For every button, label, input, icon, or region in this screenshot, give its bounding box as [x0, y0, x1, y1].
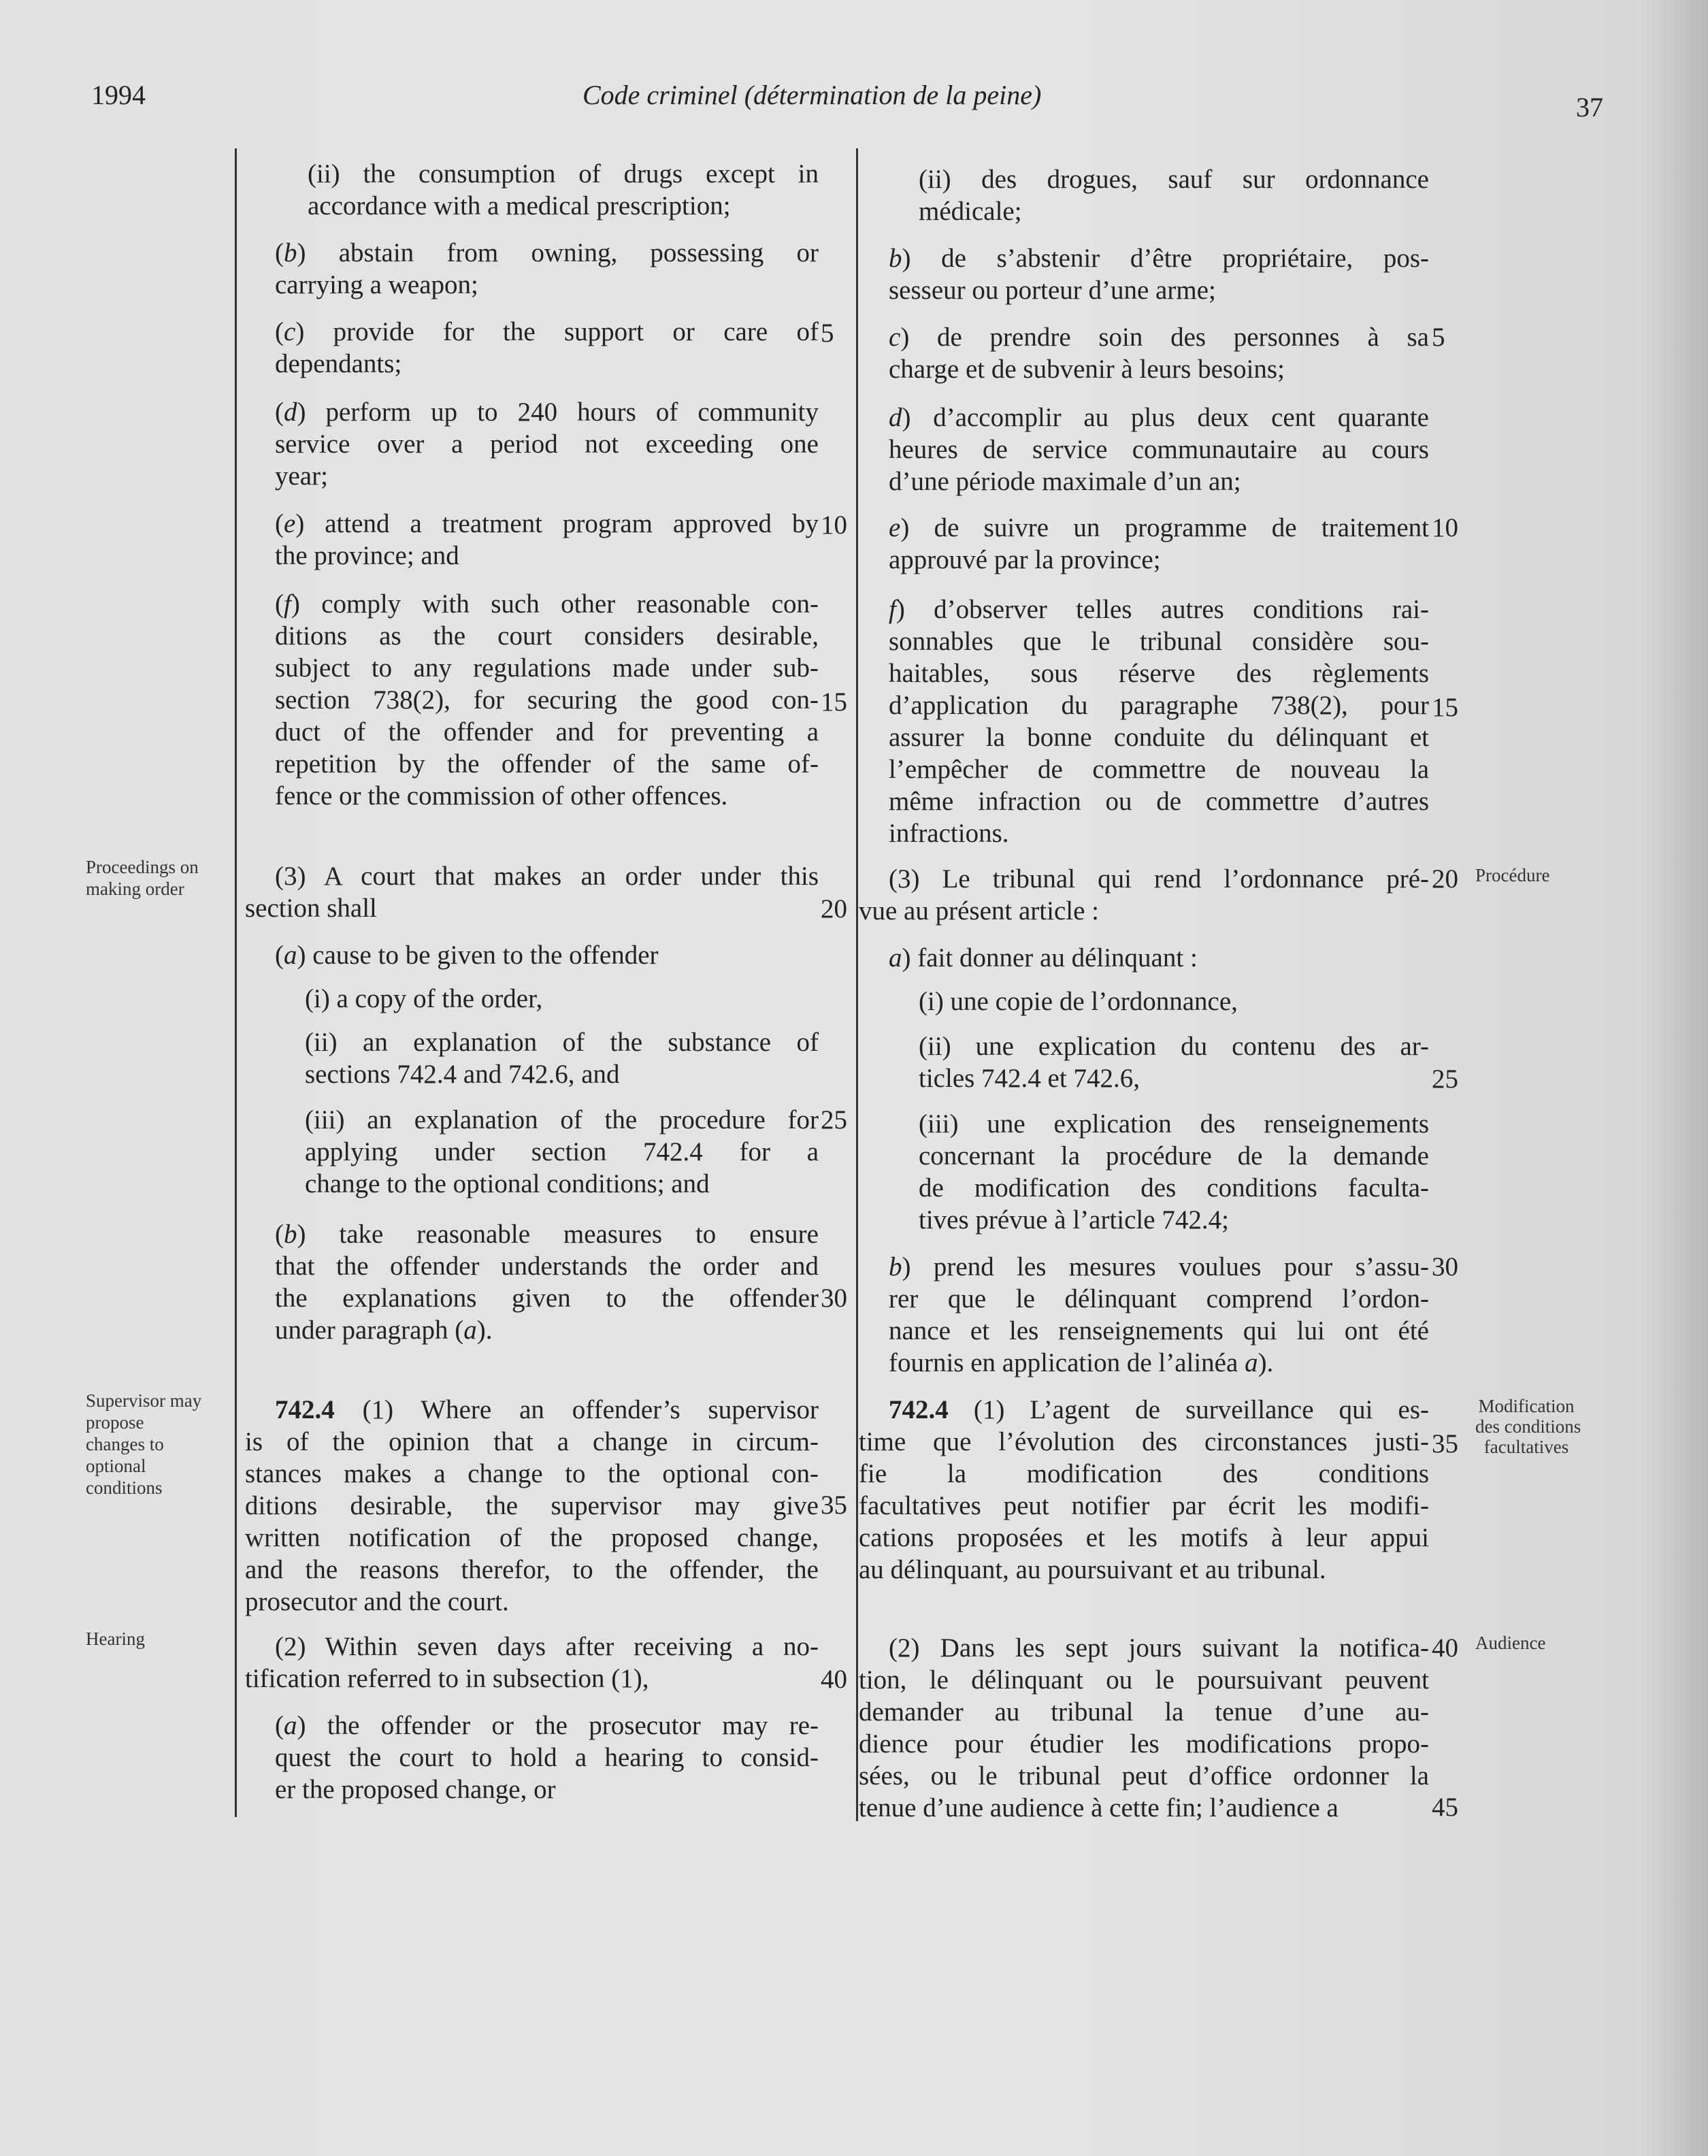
center-column-rule: [856, 148, 858, 1821]
margin-note-audience: Audience: [1475, 1633, 1546, 1653]
fr-para-3b: b) prend les mesures voulues pour s’assu- rer que le délinquant comprend l’ordon- nance et les renseignements qui lui ont été fournis en application de l’alinéa a).: [889, 1252, 1429, 1377]
en-subsection-3: (3) A court that makes an order under this section shall: [245, 862, 819, 923]
line-number: 35: [821, 1490, 847, 1520]
line-number: 40: [821, 1665, 847, 1694]
line-number: 10: [821, 510, 847, 540]
line-number: 40: [1432, 1633, 1458, 1663]
line-number: 15: [821, 687, 847, 717]
line-number: 30: [821, 1284, 847, 1313]
en-para-c: (c) provide for the support or care of dependants;: [275, 317, 819, 378]
en-para-d: (d) perform up to 240 hours of community service over a period not exceeding one year;: [275, 397, 819, 491]
page-number: 37: [1576, 92, 1603, 122]
margin-note-hearing: Hearing: [86, 1629, 145, 1649]
en-para-e: (e) attend a treatment program approved by the province; and: [275, 509, 819, 570]
en-para-3a: (a) cause to be given to the offender: [275, 941, 659, 970]
fr-section-742-4: 742.4 (1) L’agent de surveillance qui es- time que l’évolution des circonstances justi- fie la modification des conditions facultatives peut notifier par écrit les modifi- cations proposées et les motifs à leur appui au délinquant, au poursuivant et au tribunal.: [859, 1395, 1429, 1584]
header-title: Code criminel (détermination de la peine): [582, 80, 1042, 110]
en-subsection-2: (2) Within seven days after receiving a no- tification referred to in subsection (1),: [245, 1632, 819, 1693]
line-number: 5: [821, 318, 834, 348]
en-subpara-ii: (ii) an explanation of the substance of sections 742.4 and 742.6, and: [305, 1028, 819, 1089]
line-number: 10: [1432, 513, 1458, 542]
fr-para-3a: a) fait donner au délinquant :: [889, 943, 1198, 973]
fr-para-d: d) d’accomplir au plus deux cent quarante heures de service communautaire au cours d’une période maximale d’un an;: [889, 403, 1429, 496]
en-para-3b: (b) take reasonable measures to ensure that the offender understands the order and the explanations given to the offender under paragraph (a).: [275, 1220, 819, 1345]
fr-para-c: c) de prendre soin des personnes à sa charge et de subvenir à leurs besoins;: [889, 323, 1429, 384]
fr-subsection-3: (3) Le tribunal qui rend l’ordonnance pré- vue au présent article :: [859, 864, 1429, 926]
line-number: 25: [821, 1105, 847, 1134]
fr-subsection-2: (2) Dans les sept jours suivant la notifica- tion, le délinquant ou le poursuivant peuvent demander au tribunal la tenue d’une au- dience pour étudier les modifications propo- sées, ou le tribunal peut d’office ordonner la tenue d’une audience à cette fin; l’audience a: [859, 1633, 1429, 1823]
margin-note-modification: Modification des conditions facultatives: [1475, 1396, 1581, 1457]
line-number: 20: [1432, 864, 1458, 894]
fr-para-b: b) de s’abstenir d’être propriétaire, pos- sesseur ou porteur d’une arme;: [889, 244, 1429, 305]
en-para-ii: (ii) the consumption of drugs except in accordance with a medical prescription;: [308, 159, 819, 220]
margin-note-supervisor: Supervisor may propose changes to optional conditions: [86, 1390, 202, 1498]
fr-subpara-i: (i) une copie de l’ordonnance,: [919, 987, 1238, 1016]
margin-note-procedure: Procédure: [1475, 865, 1550, 885]
fr-subpara-ii: (ii) une explication du contenu des ar- ticles 742.4 et 742.6,: [919, 1032, 1429, 1093]
fr-para-f: f) d’observer telles autres conditions rai- sonnables que le tribunal considère sou- haitables, sous réserve des règlements d’application du paragraphe 738(2), pour assurer la bonne conduite du délinquant et l’empêcher de commettre de nouveau la même infraction ou de commettre d’autres infractions.: [889, 595, 1429, 848]
line-number: 15: [1432, 693, 1458, 722]
line-number: 5: [1432, 323, 1445, 352]
line-number: 25: [1432, 1064, 1458, 1094]
left-column-rule: [235, 148, 237, 1817]
en-section-742-4: 742.4 (1) Where an offender’s supervisor is of the opinion that a change in circum- stances makes a change to the optional con- ditions desirable, the supervisor may give written notification of the proposed change, and the reasons therefor, to the offender, the prosecutor and the court.: [245, 1395, 819, 1616]
en-para-f: (f) comply with such other reasonable con- ditions as the court considers desirable, subject to any regulations made under sub- section 738(2), for securing the good con- duct of the offender and for preventing a repetition by the offender of the same of- fence or the commission of other offences.: [275, 589, 819, 811]
line-number: 30: [1432, 1252, 1458, 1281]
header-year: 1994: [91, 80, 146, 110]
fr-para-e: e) de suivre un programme de traitement approuvé par la province;: [889, 513, 1429, 574]
line-number: 35: [1432, 1429, 1458, 1458]
en-para-2a: (a) the offender or the prosecutor may re- quest the court to hold a hearing to consid- er the proposed change, or: [275, 1711, 819, 1804]
en-subpara-iii: (iii) an explanation of the procedure for applying under section 742.4 for a change to the optional conditions; and: [305, 1105, 819, 1198]
line-number: 20: [821, 894, 847, 924]
line-number: 45: [1432, 1793, 1458, 1822]
margin-note-proceedings: Proceedings on making order: [86, 857, 199, 899]
en-subpara-i: (i) a copy of the order,: [305, 984, 543, 1013]
fr-para-ii: (ii) des drogues, sauf sur ordonnance médicale;: [919, 165, 1429, 226]
en-para-b: (b) abstain from owning, possessing or carrying a weapon;: [275, 238, 819, 299]
fr-subpara-iii: (iii) une explication des renseignements concernant la procédure de la demande de modification des conditions faculta- tives prévue à l’article 742.4;: [919, 1109, 1429, 1235]
